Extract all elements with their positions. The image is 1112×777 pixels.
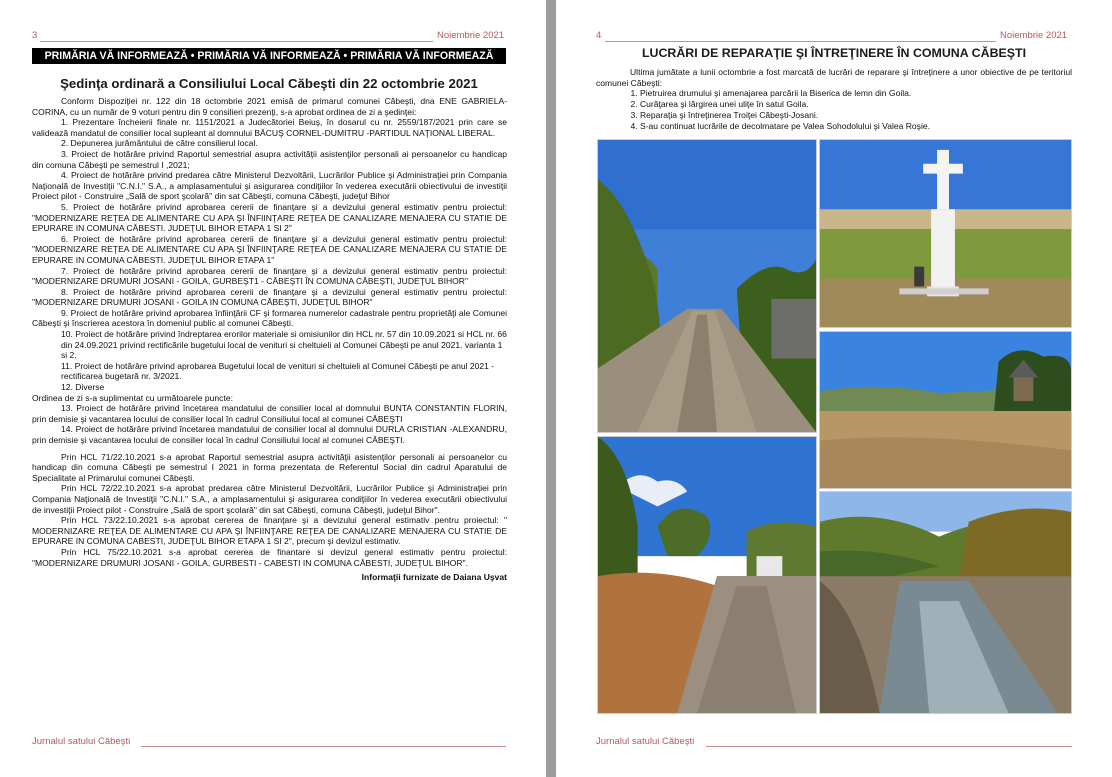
photo-cross-monument xyxy=(819,139,1072,328)
photo-gravel-road xyxy=(597,139,817,433)
agenda-item: 3. Proiect de hotărâre privind Raportul semestrial asupra activităţii asistenţilor personali ai persoanelor cu handicap din comuna Căbeşti pe semestrul I ,2021; xyxy=(32,148,507,170)
article-body xyxy=(32,96,507,583)
article-title: LUCRĂRI DE REPARAŢIE ŞI ÎNTREŢINERE ÎN COMUNA CĂBEŞTI xyxy=(641,46,1027,60)
agenda-item: 2. Depunerea jurământului de către consilierul local. xyxy=(61,138,258,149)
section-banner: PRIMĂRIA VĂ INFORMEAZĂ • PRIMĂRIA VĂ INFORMEAZĂ • PRIMĂRIA VĂ INFORMEAZĂ xyxy=(32,48,506,64)
footer-title: Jurnalul satului Căbeşti xyxy=(32,736,131,747)
footer-rule xyxy=(706,746,1072,747)
supplement-item: 13. Proiect de hotărâre privind încetarea mandatului de consilier local al domnului BUNTA CONSTANTIN FLORIN, prin demisie şi vacantarea locului de consilier local în cadrul Consiliului local al comunei CĂBEŞTI xyxy=(32,403,507,424)
agenda-item: 5. Proiect de hotărâre privind aprobarea cererii de finanţare şi a devizului general estimativ pentru proiectul: "MODERNIZARE REŢEA DE ALIMENTARE CU APA ŞI ÎNFIINŢARE REŢEA DE CANALIZARE MENAJERA CU STATIE DE EPURARE IN COMUNA CĂBESTI. JUDEŢUL BIHOR ETAPA 1 SI 2" xyxy=(32,201,507,234)
article-intro xyxy=(596,67,1072,131)
decision-paragraph: Prin HCL 75/22.10.2021 s-a aprobat cererea de finantare si devizul general estimativ pentru proiectul: "MODERNIZARE DRUMURI JOSANI - GOILA, GURBESTI - CABESTI IN COMUNA CĂBESTI, JUDEŢUL BIHOR". xyxy=(32,546,507,568)
list-item: 3. Reparaţia şi întreţinerea Troiţei Căbeşti-Josani. xyxy=(640,110,1072,121)
agenda-item: 4. Proiect de hotărâre privind predarea către Ministerul Dezvoltării, Lucrărilor Publice şi Administraţiei prin Compania Naţională de Investiţii "C.N.I." S.A., a amplasamentului şi asigurarea condiţiilor în vederea executării obiectivului de investiţii Proiect pilot - Construire „Sală de sport şcolară" din sat Căbeşti, comuna Căbeşti, judeţul Bihor xyxy=(32,170,507,202)
page-left xyxy=(0,0,546,777)
header-month: Noiembrie 2021 xyxy=(1000,30,1068,41)
photo-road-works xyxy=(597,436,817,714)
works-list xyxy=(596,88,1072,131)
list-item: 1. Pietruirea drumului şi amenajarea parcării la Biserica de lemn din Goila. xyxy=(640,88,1072,99)
agenda-item: 6. Proiect de hotărâre privind aprobarea cererii de finanţare şi a devizului general estimativ pentru proiectul: "MODERNIZARE REŢEA DE ALIMENTARE CU APA ŞI ÎNFIINŢARE REŢEA DE CANALIZARE MENAJERA CU STATIE DE EPURARE IN COMUNA CĂBESTI. JUDEŢUL BIHOR ETAPA 1" xyxy=(32,233,507,265)
photo-cleared-land xyxy=(819,331,1072,489)
footer-rule xyxy=(141,746,506,747)
agenda-item: 9. Proiect de hotărâre privind aprobarea înfiinţării CF şi formarea numerelor cadastrale pentru proprietăţi ale Comunei Căbeşti şi înscrierea acestora în domeniul public al comunei Căbeşti. xyxy=(32,307,507,329)
decision-paragraph: Prin HCL 72/22.10.2021 s-a aprobat predarea către Ministerul Dezvoltării, Lucrărilor Publice şi Administraţiei prin Compania Naţională de Investiţii "C.N.I." S.A., a amplasamentului şi asigurarea condiţiilor în vederea executării obiectivului de investiţii Proiect pilot - Construire „Sală de sport şcolară" din sat Căbeşti, comuna Căbeşti, judeţul Bihor". xyxy=(32,483,507,515)
agenda-item: 7. Proiect de hotărâre privind aprobarea cererii de finanţare şi a devizului general estimativ pentru proiectul: "MODERNIZARE DRUMURI JOSANI - GOILA, GURBEŞT1 - CĂBEŞTI ÎN COMUNA CĂBEŞTI, JUDEŢUL BIHOR" xyxy=(32,265,507,287)
footer-title: Jurnalul satului Căbeşti xyxy=(596,736,695,747)
agenda-item: 11. Proiect de hotărâre privind aprobarea Bugetului local de venituri si cheltuieli al Comunei Căbeşti pe anul 2021 - rectificarea bugetară nr. 3/2021. xyxy=(61,360,495,382)
page-number: 3 xyxy=(32,30,38,41)
agenda-item: 12. Diverse xyxy=(61,382,105,393)
credit-line: Informaţii furnizate de Daiana Uşvat xyxy=(361,572,507,583)
header-month: Noiembrie 2021 xyxy=(437,30,505,41)
supplement-item: 14. Proiect de hotărâre privind încetarea mandatului de consilier local al domnului DURLA CRISTIAN -ALEXANDRU, prin demisie şi vacantarea locului de consilier local în cadrul Consiliului local al comunei CĂBEŞTI. xyxy=(32,424,507,445)
decision-paragraph: Prin HCL 73/22.10.2021 s-a aprobat cererea de finanţare şi a devizului general estimativ pentru proiectul: " MODERNIZARE REŢEA DE ALIMENTARE CU APA ŞI ÎNFIINŢARE REŢEA DE CANALIZARE MENAJERA CU STATIE DE EPURARE IN COMUNA CABESTI, JUDEŢUL BIHOR ETAPA 1 SI 2", precum şi devizul estimativ. xyxy=(32,515,507,547)
agenda-item: 8. Proiect de hotărâre privind aprobarea cererii de finanţare şi a devizului general estimativ pentru proiectul: "MODERNIZARE DRUMURI JOSANI - GOILA IN COMUNA CĂBEŞTI, JUDEŢUL BIHOR" xyxy=(32,286,507,308)
list-item: 4. S-au continuat lucrările de decolmatare pe Valea Sohodolului şi Valea Roşie. xyxy=(640,121,1072,132)
decision-paragraph: Prin HCL 71/22.10.2021 s-a aprobat Raportul semestrial asupra activităţii asistenţilor personali ai persoanelor cu handicap din comuna Căbeşti pe semestrul I 2021 in forma prezentata de Referentul Social din cadrul Aparatului de Specialitate al Primarului comunei Căbeşti. xyxy=(32,451,507,483)
intro-paragraph: Ultima jumătate a lunii octombrie a fost marcată de lucrări de reparare şi întreţinere a unor obiective de pe teritoriul comunei Căbeşti: xyxy=(596,67,1072,88)
article-title: Şedinţa ordinară a Consiliului Local Căbeşti din 22 octombrie 2021 xyxy=(60,76,478,91)
page-number: 4 xyxy=(596,30,602,41)
agenda-item: 1. Prezentare încheierii finale nr. 1151/2021 a Judecătoriei Beiuş, în dosarul cu nr. 2559/187/2021 prin care se validează mandatul de consilier local supleant al domnului BĂCUŞ CORNEL-DUMITRU -PARTIDUL NAŢIONAL LIBERAL. xyxy=(32,117,507,138)
header-rule xyxy=(40,41,433,42)
supplement-heading: Ordinea de zi s-a suplimentat cu următoarele puncte: xyxy=(32,392,233,403)
photo-valley-stream xyxy=(819,491,1072,714)
agenda-item: 10. Proiect de hotărâre privind îndreptarea erorilor materiale si omisiunilor din HCL nr. 57 din 10.09.2021 si HCL nr. 66 din 24.09.2021 privind rectificările bugetului local de venituri si cheltuieli al Comunei Căbeşti pe anul 2021. varianta 1 si 2. xyxy=(61,329,507,361)
list-item: 2. Curăţarea şi lărgirea unei uliţe în satul Goila. xyxy=(640,99,1072,110)
header-rule xyxy=(605,41,996,42)
intro-paragraph: Conform Dispoziţiei nr. 122 din 18 octombrie 2021 emisă de primarul comunei Căbeşti, dna ENE GABRIELA-CORINA, cu un număr de 9 voturi pentru din 9 consilieri prezenţi, s-a aprobat ordinea de zi a şedinţei: xyxy=(32,96,507,117)
